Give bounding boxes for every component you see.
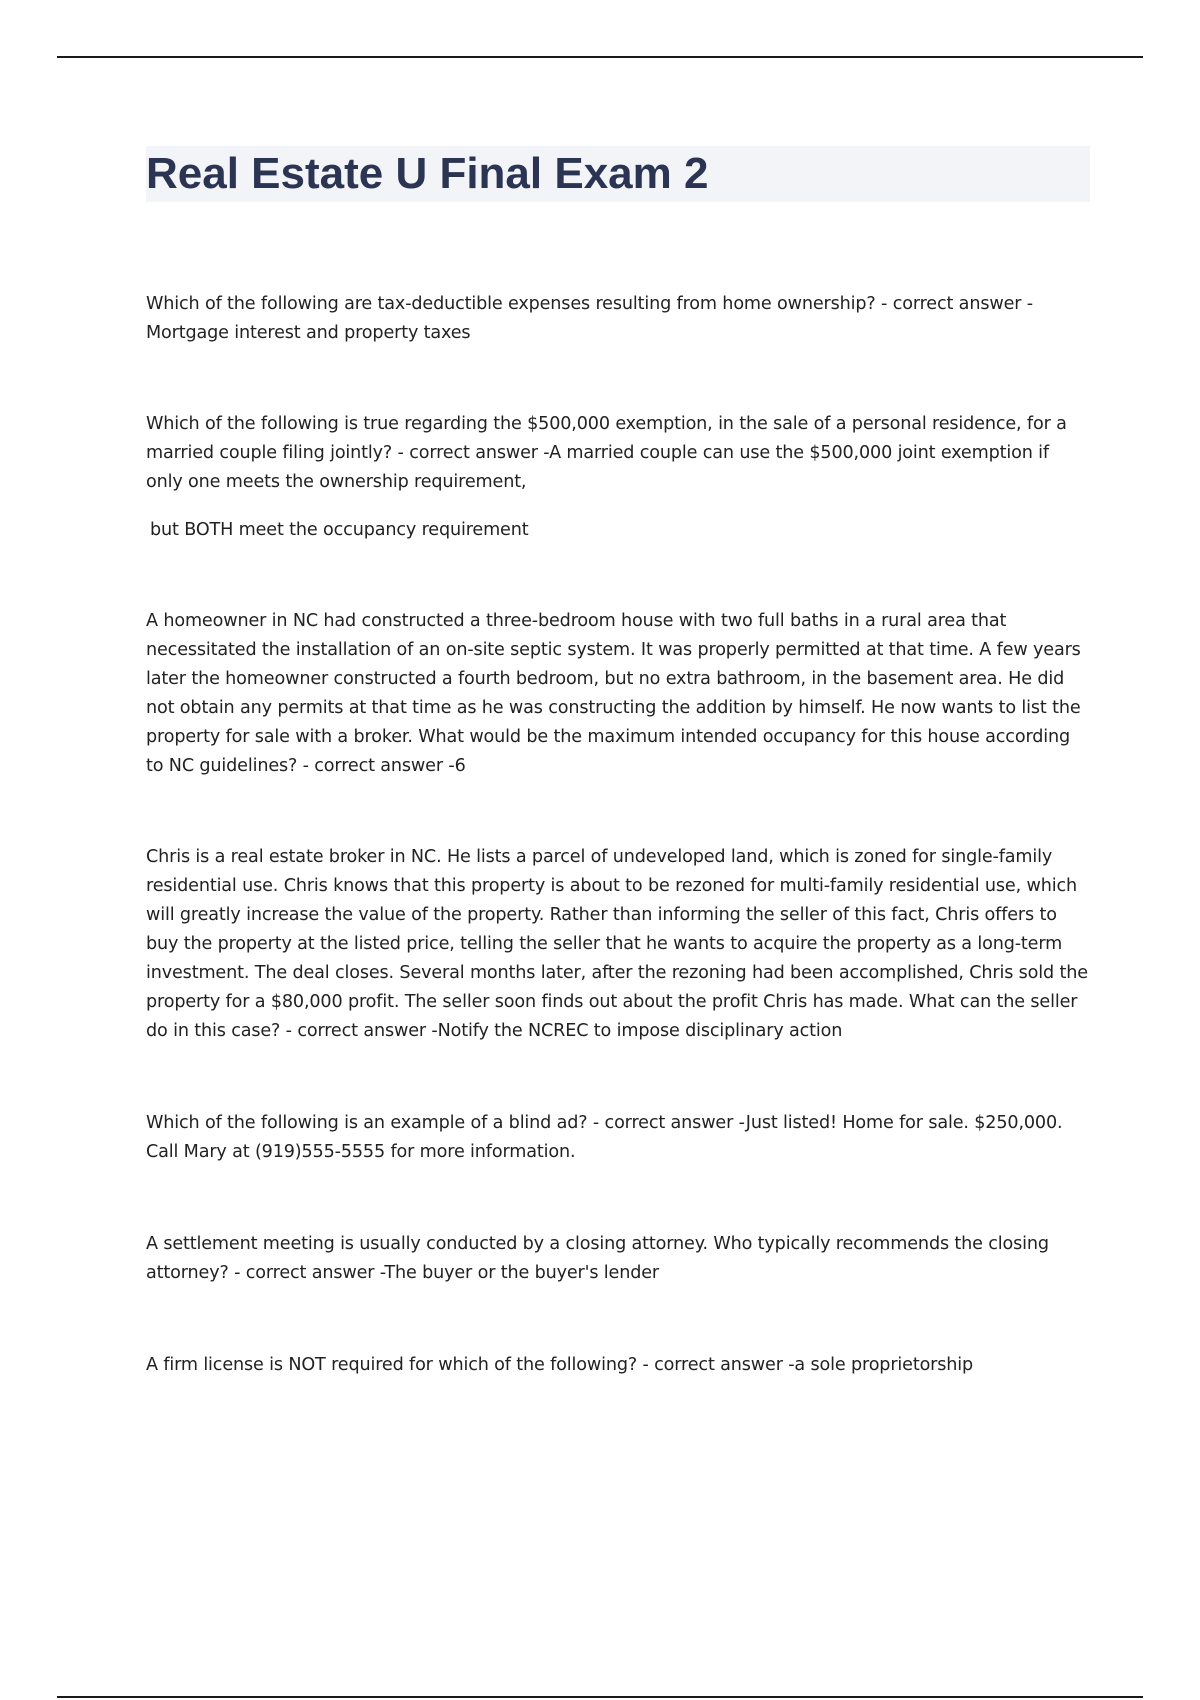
question-answer-3: A homeowner in NC had constructed a three-bedroom house with two full baths in a rural area that necessitated the installation of an on-site septic system. It was properly permitted at that time. A few years later the homeowner constructed a fourth bedroom, but no extra bathroom, in the basement area. He did not obtain any permits at that time as he was constructing the addition by himself. He now wants to list the property for sale with a broker. What would be the maximum intended occupancy for this house according to NC guidelines? - correct answer -6	[146, 611, 1081, 776]
document-title: Real Estate U Final Exam 2	[146, 149, 709, 198]
answer-continuation-2: but BOTH meet the occupancy requirement	[150, 520, 529, 540]
question-answer-4: Chris is a real estate broker in NC. He lists a parcel of undeveloped land, which is zoned for single-family residential use. Chris knows that this property is about to be rezoned for multi-family residential use, which will greatly increase the value of the property. Rather than informing the seller of this fact, Chris offers to buy the property at the listed price, telling the seller that he wants to acquire the property as a long-term investment. The deal closes. Several months later, after the rezoning had been accomplished, Chris sold the property for a $80,000 profit. The seller soon finds out about the profit Chris has made. What can the seller do in this case? - correct answer -Notify the NCREC to impose disciplinary action	[146, 847, 1088, 1041]
question-answer-7: A firm license is NOT required for which of the following? - correct answer -a sole proprietorship	[146, 1355, 974, 1375]
bottom-divider	[57, 1696, 1143, 1698]
question-answer-1: Which of the following are tax-deductible expenses resulting from home ownership? - correct answer - Mortgage interest and property taxes	[146, 294, 1033, 343]
question-answer-6: A settlement meeting is usually conducted by a closing attorney. Who typically recommends the closing attorney? - correct answer -The buyer or the buyer's lender	[146, 1234, 1049, 1283]
question-answer-2: Which of the following is true regarding the $500,000 exemption, in the sale of a personal residence, for a married couple filing jointly? - correct answer -A married couple can use the $500,000 joint exemption if only one meets the ownership requirement,	[146, 414, 1067, 492]
top-divider	[57, 56, 1143, 58]
question-answer-5: Which of the following is an example of a blind ad? - correct answer -Just listed! Home for sale. $250,000. Call Mary at (919)555-5555 for more information.	[146, 1113, 1063, 1162]
